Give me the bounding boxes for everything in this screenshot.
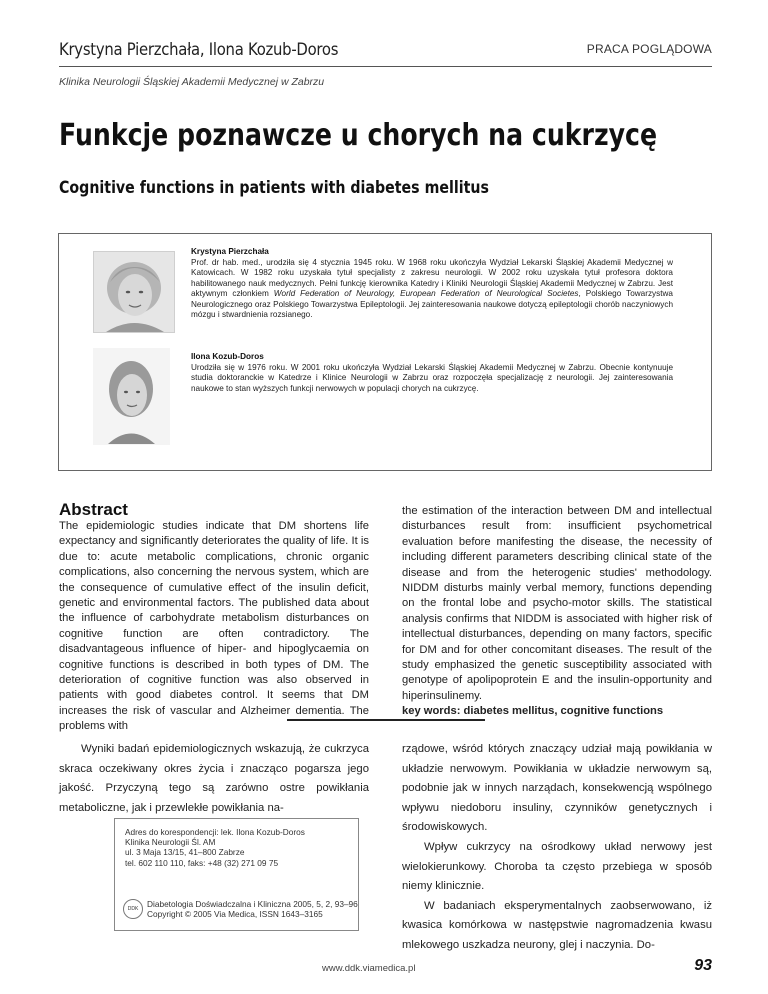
body-right-para-1: rządowe, wśród których znaczący udział mają powikłania w układzie nerwowym. Powikłania w układzie nerwowym są, podobnie jak w innych narządach, konsekwencją wspólnego wpływu niedoboru insuliny, czynników genetycznych i środowiskowych. <box>402 743 712 834</box>
correspondence-line-1: Adres do korespondencji: lek. Ilona Kozub-Doros <box>125 827 305 837</box>
bio-name-1: Krystyna Pierzchała <box>191 247 269 256</box>
author-bios-box <box>58 233 712 471</box>
journal-citation <box>147 899 358 919</box>
bio-text-2: Urodziła się w 1976 roku. W 2001 roku ukończyła Wydział Lekarski Śląskiej Akademii Medycznej w Zabrzu. Obecnie kontynuuje studia doktoranckie w Katedrze i Klinice Neurologii w Zabrzu oraz rozpoczęła specjalizację z neurologii. Jej zainteresowania naukowe to stan wyższych funkcji nerwowych w populacji chorych na cukrzycę. <box>191 363 673 393</box>
title-polish: Funkcje poznawcze u chorych na cukrzycę <box>59 118 658 153</box>
abstract-right-column <box>402 504 712 720</box>
correspondence-address <box>125 827 305 868</box>
portrait-1-icon <box>94 252 174 332</box>
body-right-para-2: Wpływ cukrzycy na ośrodkowy układ nerwowy jest wielokierunkowy. Choroba ta często przebiega w sposób niemy klinicznie. <box>402 840 712 893</box>
body-right-column <box>402 740 712 956</box>
journal-copyright-line: Copyright © 2005 Via Medica, ISSN 1643–3165 <box>147 909 323 920</box>
correspondence-line-3: ul. 3 Maja 13/15, 41–800 Zabrze <box>125 847 245 858</box>
journal-logo-text: DDK <box>127 906 139 912</box>
bio-text-1-organizations: World Federation of Neurology, European Federation of Neurological Societes <box>273 289 579 299</box>
header-rule <box>59 66 712 67</box>
portrait-2-icon <box>94 349 169 444</box>
abstract-left-column: The epidemiologic studies indicate that DM shortens life expectancy and significantly deteriorates the quality of life. It is due to: acute metabolic complications, chronic organic complications, also concerning the nervous system, which are the consequence of cumulative effect of the insulin deficit, genetic and environmental factors. The published data about the influence of carbohydrate metabolism disturbances on cognitive function are often contradictory. The disadvantageous influence of hiper- and hipoglycaemia on cognitive functions is described in both types of DM. The deterioration of cognitive function was also observed in patients with good diabetes control. It seems that DM increases the risk of vascular and Alzheimer dementia. The problems with <box>59 520 369 733</box>
correspondence-line-2: Klinika Neurologii Śl. AM <box>125 837 216 848</box>
footer-url[interactable]: www.ddk.viamedica.pl <box>322 963 416 974</box>
article-type: PRACA POGLĄDOWA <box>586 42 712 56</box>
bio-name-2: Ilona Kozub-Doros <box>191 352 264 361</box>
correspondence-box <box>114 818 359 931</box>
page-number: 93 <box>694 957 712 974</box>
abstract-heading: Abstract <box>59 500 128 519</box>
affiliation: Klinika Neurologii Śląskiej Akademii Medycznej w Zabrzu <box>59 76 325 88</box>
author-photo-2 <box>93 348 170 445</box>
abstract-right-text: the estimation of the interaction between DM and intellectual disturbances result from: insufficient psychometrical evaluation before manifesting the disease, the necessity of including different parameters describing clinical state of the disease and from the heterogenic studies' methodology. NIDDM disturbs mainly verbal memory, functions depending on the frontal lobe and psycho-motor skills. The statistical analysis confirms that NIDDM is associated with higher risk of intellectual disturbances, depending on many factors, specific for DM and for other concomitant diseases. The result of the study emphasized the genetic susceptibility associated with genotype of apolipoprotein E and the insulin-opportunity and hiperinsulinemy. <box>402 505 712 702</box>
bio-text-1-part-2: , Polskiego Towarzystwa Neurologicznego oraz Polskiego Towarzystwa Epileptologii. Jej zainteresowania naukowe dotyczą epileptologii chorób naczyniowych mózgu i stwardnienia rozsianego. <box>191 289 673 320</box>
author-photo-1 <box>93 251 175 333</box>
correspondence-line-4: tel. 602 110 110, faks: +48 (32) 271 09 75 <box>125 857 279 868</box>
title-english: Cognitive functions in patients with diabetes mellitus <box>59 178 489 197</box>
journal-logo-icon <box>123 899 143 919</box>
bio-text-1 <box>191 258 673 320</box>
body-right-para-3: W badaniach eksperymentalnych zaobserwowano, iż kwasica komórkowa w następstwie nagromadzenia kwasu mlekowego uszkadza neurony, glej i naczynia. Do- <box>402 899 712 951</box>
keywords: key words: diabetes mellitus, cognitive functions <box>402 705 664 718</box>
section-divider <box>287 719 485 721</box>
journal-citation-line-1: Diabetologia Doświadczalna i Kliniczna 2005, 5, 2, 93–96 <box>147 899 358 909</box>
bio-text-1-part-1: Prof. dr hab. med., urodziła się 4 stycznia 1945 roku. W 1968 roku ukończyła Wydział Lekarski Śląskiej Akademii Medycznej w Katowicach. W 1982 roku uzyskała tytuł specjalisty z zakresu neurologii. W 2002 roku uzyskała tytuł profesora doktora habilitowanego nauk medycznych. Pełni funkcję kierownika Katedry i Kliniki Neurologii Śląskiej Akademii Medycznej w Zabrzu. Jest aktywnym członkiem <box>191 258 673 299</box>
body-left-paragraph: Wyniki badań epidemiologicznych wskazują, że cukrzyca skraca oczekiwany okres życia i znacząco pogarsza jego jakość. Przyczyną tego są zarówno ostre powikłania metaboliczne, jak i przewlekłe powikłania na- <box>59 743 369 814</box>
running-head-authors: Krystyna Pierzchała, Ilona Kozub-Doros <box>59 40 339 59</box>
